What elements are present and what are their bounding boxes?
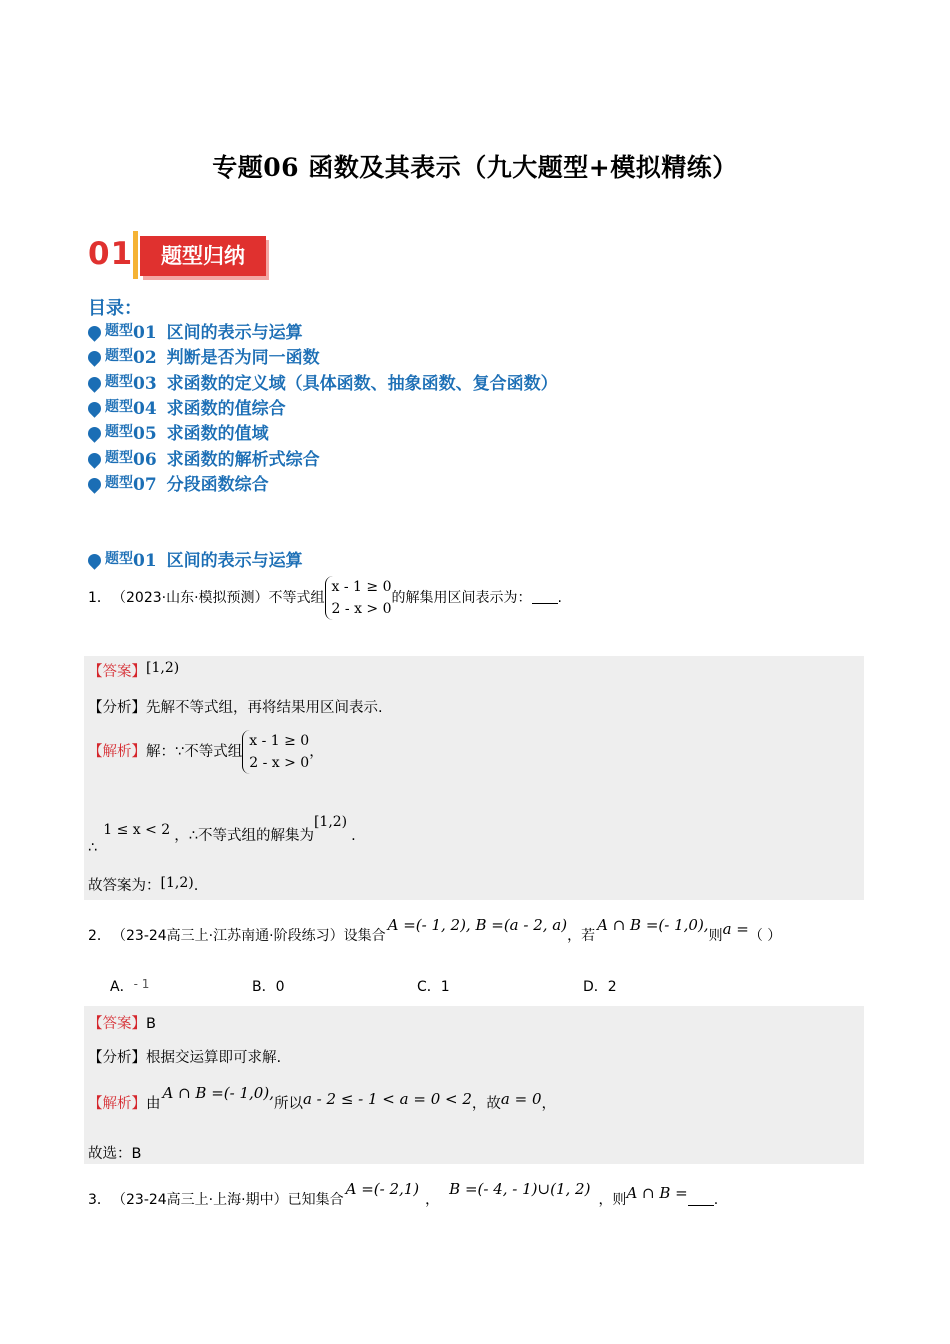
inequality-system: x - 1 ≥ 0 2 - x > 0 bbox=[325, 576, 392, 620]
toc-item-05[interactable]: 题型05 求函数的值域 bbox=[88, 419, 269, 443]
location-pin-icon bbox=[85, 374, 103, 392]
final-answer-line: 故选：B bbox=[88, 1146, 142, 1162]
answer-line: 【答案】B bbox=[88, 1016, 156, 1032]
answer-blank bbox=[688, 1204, 714, 1206]
inequality-system: x - 1 ≥ 0 2 - x > 0 bbox=[242, 730, 309, 774]
toc-item-04[interactable]: 题型04 求函数的值综合 bbox=[88, 394, 286, 418]
toc-label: 目录： bbox=[88, 298, 142, 319]
page-title: 专题06 函数及其表示（九大题型+模拟精练） bbox=[212, 153, 738, 182]
analysis-line: 【分析】先解不等式组，再将结果用区间表示. bbox=[88, 700, 383, 716]
location-pin-icon bbox=[85, 323, 103, 341]
final-answer-line: 故答案为：[1,2). bbox=[88, 875, 199, 894]
analysis-line: 【分析】根据交运算即可求解. bbox=[88, 1050, 282, 1066]
location-pin-icon bbox=[85, 399, 103, 417]
toc-item-03[interactable]: 题型03 求函数的定义域（具体函数、抽象函数、复合函数） bbox=[88, 369, 558, 393]
location-pin-icon bbox=[85, 450, 103, 468]
toc-item-07[interactable]: 题型07 分段函数综合 bbox=[88, 470, 269, 494]
therefore-line: ∴1 ≤ x < 2 ，∴不等式组的解集为[1,2). bbox=[88, 814, 356, 856]
location-pin-icon bbox=[85, 349, 103, 367]
topic-heading-01: 题型01 区间的表示与运算 bbox=[88, 546, 303, 570]
answer-block-2 bbox=[84, 1006, 864, 1164]
answer-blank bbox=[532, 602, 558, 604]
location-pin-icon bbox=[85, 551, 103, 569]
toc-item-06[interactable]: 题型06 求函数的解析式综合 bbox=[88, 445, 320, 469]
toc-item-01[interactable]: 题型01 区间的表示与运算 bbox=[88, 318, 303, 342]
option-b[interactable]: B．0 bbox=[252, 979, 285, 995]
section-divider bbox=[133, 231, 138, 279]
location-pin-icon bbox=[85, 475, 103, 493]
question-1: 1．（2023·山东·模拟预测）不等式组 x - 1 ≥ 0 2 - x > 0 的解集用区间表示为： . bbox=[88, 576, 562, 620]
option-c[interactable]: C．1 bbox=[417, 979, 450, 995]
section-label: 题型归纳 bbox=[140, 236, 266, 276]
answer-block-1 bbox=[84, 656, 864, 900]
option-d[interactable]: D．2 bbox=[583, 979, 617, 995]
option-a[interactable]: A．- 1 bbox=[110, 977, 150, 995]
solution-line: 【解析】解：∵不等式组 x - 1 ≥ 0 2 - x > 0 ， bbox=[88, 730, 324, 774]
section-number: 01 bbox=[88, 236, 134, 272]
solution-line: 【解析】由A ∩ B =(- 1,0),所以a - 2 ≤ - 1 < a = 0 < 2，故a = 0， bbox=[88, 1084, 556, 1112]
question-3: 3．（23-24高三上·上海·期中）已知集合A =(- 2,1)，B =(- 4, - 1)∪(1, 2)，则A ∩ B = . bbox=[88, 1180, 719, 1208]
location-pin-icon bbox=[85, 424, 103, 442]
answer-line: 【答案】[1,2) bbox=[88, 660, 180, 680]
question-2: 2．（23-24高三上·江苏南通·阶段练习）设集合A =(- 1, 2), B =(a - 2, a)，若A ∩ B =(- 1,0),则a =（ ） bbox=[88, 916, 782, 944]
toc-item-02[interactable]: 题型02 判断是否为同一函数 bbox=[88, 343, 320, 367]
